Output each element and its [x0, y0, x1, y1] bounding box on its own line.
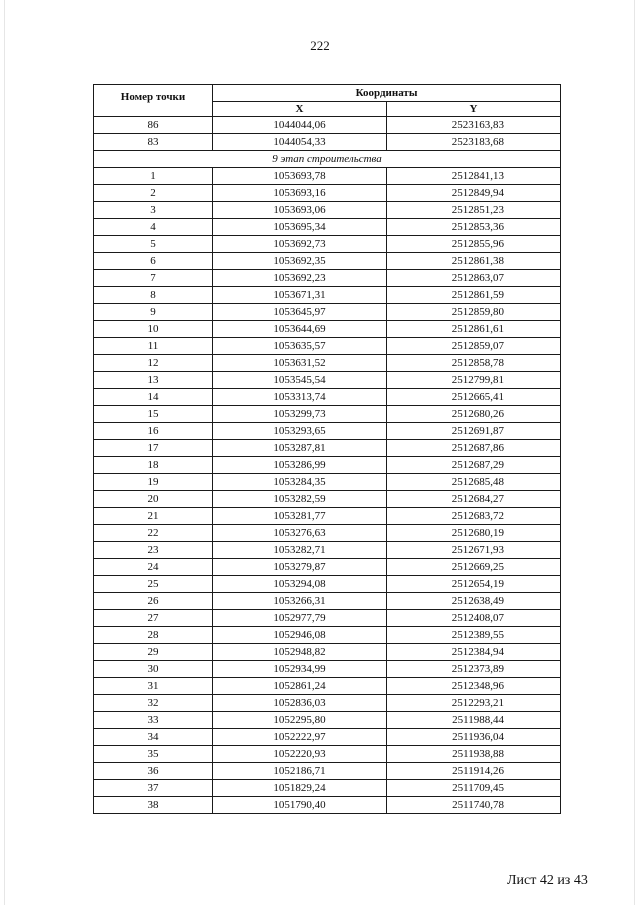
table-row: [94, 763, 561, 780]
table-row: [94, 117, 561, 134]
x-coordinate-cell: 1053282,71: [213, 542, 387, 559]
stage-row: [94, 151, 561, 168]
point-number-cell: 8: [94, 287, 213, 304]
table-row: [94, 372, 561, 389]
point-number-cell: 29: [94, 644, 213, 661]
table-row: [94, 729, 561, 746]
x-coordinate-cell: 1044054,33: [213, 134, 387, 151]
x-coordinate-cell: 1052861,24: [213, 678, 387, 695]
point-number-cell: 25: [94, 576, 213, 593]
x-coordinate-cell: 1053286,99: [213, 457, 387, 474]
point-number-cell: 27: [94, 610, 213, 627]
point-number-cell: 2: [94, 185, 213, 202]
table-row: [94, 168, 561, 185]
y-coordinate-cell: 2512671,93: [387, 542, 561, 559]
table-row: [94, 253, 561, 270]
y-coordinate-cell: 2511914,26: [387, 763, 561, 780]
table-row: [94, 185, 561, 202]
x-coordinate-cell: 1053299,73: [213, 406, 387, 423]
x-coordinate-cell: 1053284,35: [213, 474, 387, 491]
y-coordinate-cell: 2512691,87: [387, 423, 561, 440]
x-coordinate-cell: 1052220,93: [213, 746, 387, 763]
y-coordinate-cell: 2512849,94: [387, 185, 561, 202]
point-number-cell: 22: [94, 525, 213, 542]
y-coordinate-cell: 2512861,61: [387, 321, 561, 338]
table-row: [94, 644, 561, 661]
point-number-cell: 12: [94, 355, 213, 372]
y-coordinate-cell: 2512684,27: [387, 491, 561, 508]
x-coordinate-cell: 1053645,97: [213, 304, 387, 321]
point-number-cell: 5: [94, 236, 213, 253]
x-coordinate-cell: 1053635,57: [213, 338, 387, 355]
header-x: X: [213, 102, 387, 117]
y-coordinate-cell: 2512683,72: [387, 508, 561, 525]
y-coordinate-cell: 2512638,49: [387, 593, 561, 610]
point-number-cell: 38: [94, 797, 213, 814]
x-coordinate-cell: 1044044,06: [213, 117, 387, 134]
y-coordinate-cell: 2512408,07: [387, 610, 561, 627]
y-coordinate-cell: 2512687,29: [387, 457, 561, 474]
y-coordinate-cell: 2512669,25: [387, 559, 561, 576]
x-coordinate-cell: 1053692,35: [213, 253, 387, 270]
point-number-cell: 30: [94, 661, 213, 678]
y-coordinate-cell: 2512384,94: [387, 644, 561, 661]
x-coordinate-cell: 1053276,63: [213, 525, 387, 542]
x-coordinate-cell: 1053644,69: [213, 321, 387, 338]
y-coordinate-cell: 2512858,78: [387, 355, 561, 372]
x-coordinate-cell: 1052977,79: [213, 610, 387, 627]
y-coordinate-cell: 2511988,44: [387, 712, 561, 729]
y-coordinate-cell: 2512654,19: [387, 576, 561, 593]
point-number-cell: 28: [94, 627, 213, 644]
table-row: [94, 678, 561, 695]
point-number-cell: 83: [94, 134, 213, 151]
table-row: [94, 559, 561, 576]
table-row: [94, 219, 561, 236]
header-point-number: Номер точки: [94, 85, 213, 117]
point-number-cell: 37: [94, 780, 213, 797]
x-coordinate-cell: 1053313,74: [213, 389, 387, 406]
table-row: [94, 202, 561, 219]
x-coordinate-cell: 1052946,08: [213, 627, 387, 644]
point-number-cell: 26: [94, 593, 213, 610]
point-number-cell: 20: [94, 491, 213, 508]
point-number-cell: 36: [94, 763, 213, 780]
y-coordinate-cell: 2512799,81: [387, 372, 561, 389]
x-coordinate-cell: 1052948,82: [213, 644, 387, 661]
point-number-cell: 13: [94, 372, 213, 389]
y-coordinate-cell: 2523183,68: [387, 134, 561, 151]
scan-edge-left: [4, 0, 5, 905]
y-coordinate-cell: 2511936,04: [387, 729, 561, 746]
x-coordinate-cell: 1053266,31: [213, 593, 387, 610]
table-row: [94, 797, 561, 814]
table-row: [94, 525, 561, 542]
table-row: [94, 270, 561, 287]
point-number-cell: 32: [94, 695, 213, 712]
y-coordinate-cell: 2512861,59: [387, 287, 561, 304]
table-row: [94, 321, 561, 338]
y-coordinate-cell: 2512841,13: [387, 168, 561, 185]
x-coordinate-cell: 1053671,31: [213, 287, 387, 304]
x-coordinate-cell: 1053293,65: [213, 423, 387, 440]
point-number-cell: 18: [94, 457, 213, 474]
x-coordinate-cell: 1053294,08: [213, 576, 387, 593]
table-row: [94, 406, 561, 423]
y-coordinate-cell: 2512293,21: [387, 695, 561, 712]
header-coordinates: Координаты: [213, 85, 561, 102]
point-number-cell: 19: [94, 474, 213, 491]
y-coordinate-cell: 2512853,36: [387, 219, 561, 236]
x-coordinate-cell: 1053692,23: [213, 270, 387, 287]
point-number-cell: 24: [94, 559, 213, 576]
x-coordinate-cell: 1052222,97: [213, 729, 387, 746]
table-row: [94, 491, 561, 508]
table-row: [94, 304, 561, 321]
x-coordinate-cell: 1052186,71: [213, 763, 387, 780]
x-coordinate-cell: 1053631,52: [213, 355, 387, 372]
point-number-cell: 1: [94, 168, 213, 185]
table-row: [94, 542, 561, 559]
y-coordinate-cell: 2512665,41: [387, 389, 561, 406]
point-number-cell: 33: [94, 712, 213, 729]
y-coordinate-cell: 2512859,80: [387, 304, 561, 321]
table-row: [94, 423, 561, 440]
point-number-cell: 9: [94, 304, 213, 321]
point-number-cell: 35: [94, 746, 213, 763]
table-row: [94, 474, 561, 491]
point-number-cell: 31: [94, 678, 213, 695]
x-coordinate-cell: 1053692,73: [213, 236, 387, 253]
x-coordinate-cell: 1053693,06: [213, 202, 387, 219]
point-number-cell: 14: [94, 389, 213, 406]
page-number: 222: [310, 38, 330, 53]
x-coordinate-cell: 1052295,80: [213, 712, 387, 729]
table-row: [94, 440, 561, 457]
stage-label: 9 этап строительства: [94, 151, 561, 168]
x-coordinate-cell: 1053287,81: [213, 440, 387, 457]
table-row: [94, 593, 561, 610]
table-row: [94, 389, 561, 406]
scan-edge-right: [634, 0, 635, 905]
x-coordinate-cell: 1053281,77: [213, 508, 387, 525]
table-row: [94, 610, 561, 627]
point-number-cell: 7: [94, 270, 213, 287]
point-number-cell: 6: [94, 253, 213, 270]
point-number-cell: 10: [94, 321, 213, 338]
point-number-cell: 17: [94, 440, 213, 457]
y-coordinate-cell: 2512348,96: [387, 678, 561, 695]
table-row: [94, 712, 561, 729]
x-coordinate-cell: 1051790,40: [213, 797, 387, 814]
x-coordinate-cell: 1052934,99: [213, 661, 387, 678]
table-row: [94, 661, 561, 678]
y-coordinate-cell: 2512389,55: [387, 627, 561, 644]
table-row: [94, 457, 561, 474]
y-coordinate-cell: 2512855,96: [387, 236, 561, 253]
point-number-cell: 15: [94, 406, 213, 423]
y-coordinate-cell: 2512851,23: [387, 202, 561, 219]
y-coordinate-cell: 2512863,07: [387, 270, 561, 287]
point-number-cell: 11: [94, 338, 213, 355]
table-row: [94, 236, 561, 253]
table-row: [94, 695, 561, 712]
x-coordinate-cell: 1053693,78: [213, 168, 387, 185]
table-row: [94, 780, 561, 797]
x-coordinate-cell: 1053693,16: [213, 185, 387, 202]
y-coordinate-cell: 2512373,89: [387, 661, 561, 678]
table-row: [94, 338, 561, 355]
point-number-cell: 4: [94, 219, 213, 236]
header-y: Y: [387, 102, 561, 117]
x-coordinate-cell: 1052836,03: [213, 695, 387, 712]
table-body: [94, 117, 561, 814]
table-row: [94, 746, 561, 763]
y-coordinate-cell: 2512687,86: [387, 440, 561, 457]
x-coordinate-cell: 1051829,24: [213, 780, 387, 797]
y-coordinate-cell: 2523163,83: [387, 117, 561, 134]
point-number-cell: 16: [94, 423, 213, 440]
point-number-cell: 3: [94, 202, 213, 219]
table-row: [94, 134, 561, 151]
x-coordinate-cell: 1053279,87: [213, 559, 387, 576]
x-coordinate-cell: 1053282,59: [213, 491, 387, 508]
point-number-cell: 21: [94, 508, 213, 525]
y-coordinate-cell: 2512680,19: [387, 525, 561, 542]
table-row: [94, 627, 561, 644]
x-coordinate-cell: 1053695,34: [213, 219, 387, 236]
sheet-number: Лист 42 из 43: [507, 873, 588, 888]
y-coordinate-cell: 2512861,38: [387, 253, 561, 270]
coordinates-table: [93, 84, 561, 814]
point-number-cell: 23: [94, 542, 213, 559]
y-coordinate-cell: 2511709,45: [387, 780, 561, 797]
y-coordinate-cell: 2511938,88: [387, 746, 561, 763]
y-coordinate-cell: 2512680,26: [387, 406, 561, 423]
table-row: [94, 576, 561, 593]
point-number-cell: 86: [94, 117, 213, 134]
point-number-cell: 34: [94, 729, 213, 746]
table-row: [94, 508, 561, 525]
y-coordinate-cell: 2511740,78: [387, 797, 561, 814]
y-coordinate-cell: 2512859,07: [387, 338, 561, 355]
table-row: [94, 287, 561, 304]
x-coordinate-cell: 1053545,54: [213, 372, 387, 389]
y-coordinate-cell: 2512685,48: [387, 474, 561, 491]
table-row: [94, 355, 561, 372]
